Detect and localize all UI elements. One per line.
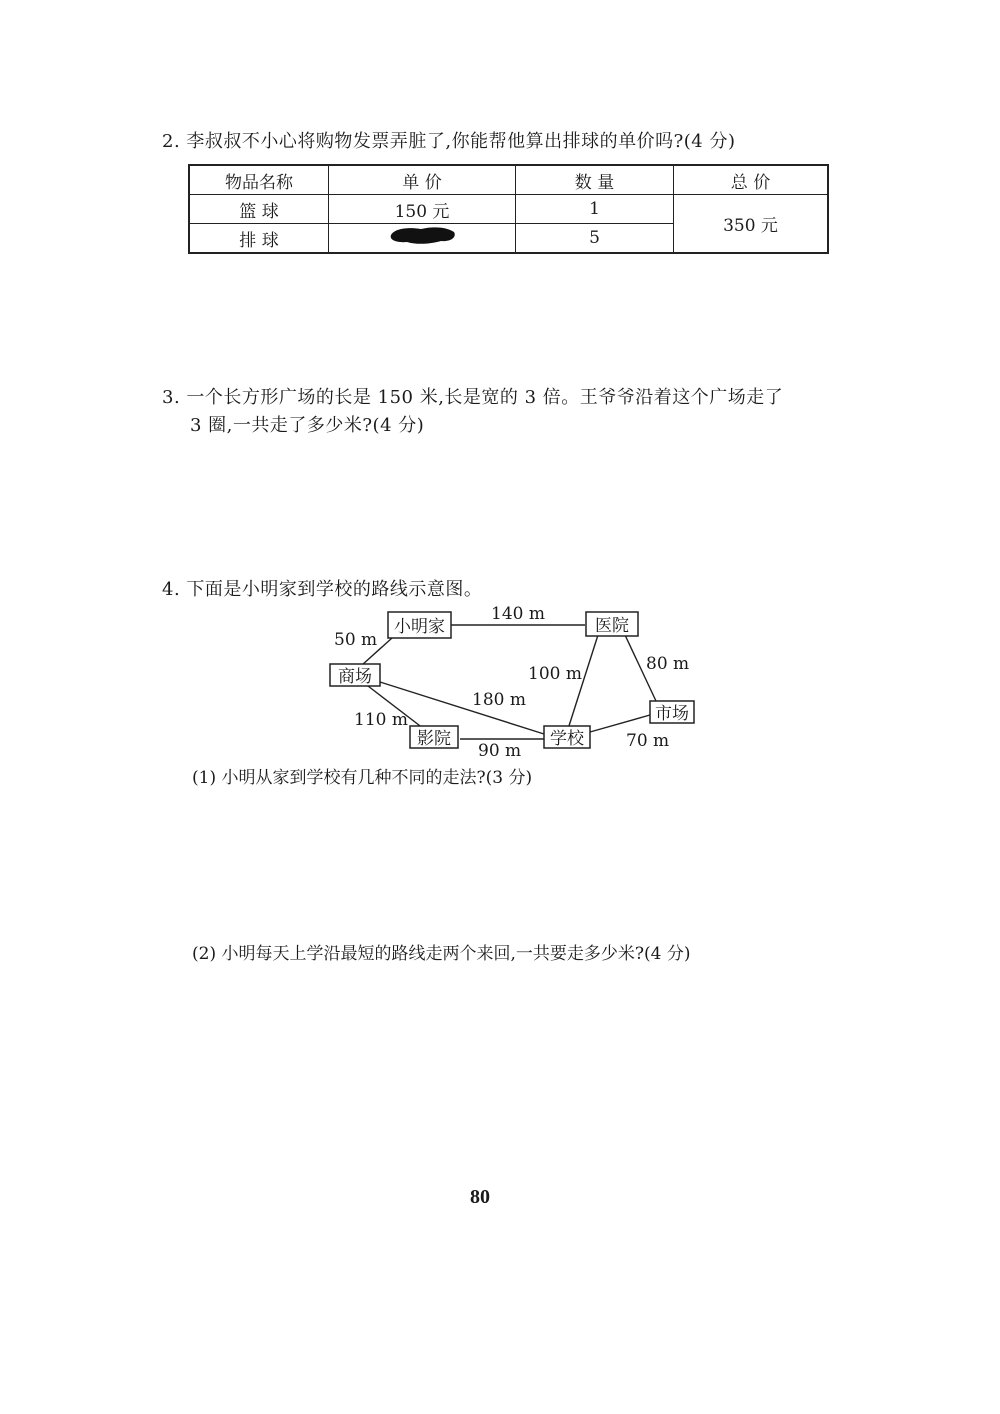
row-qty: 5 — [516, 224, 674, 254]
question-3 — [162, 384, 862, 440]
node-cinema — [410, 726, 458, 749]
distance-hospital-school: 100 m — [528, 664, 582, 684]
node-hospital — [586, 612, 638, 636]
question-2-text: 2. 李叔叔不小心将购物发票弄脏了,你能帮他算出排球的单价吗?(4 分) — [162, 131, 736, 152]
node-home — [388, 612, 451, 638]
invoice-table — [188, 164, 829, 254]
table-row — [189, 195, 828, 224]
question-4-text: 4. 下面是小明家到学校的路线示意图。 — [162, 579, 483, 600]
route-market-school — [590, 715, 650, 732]
node-school-label: 学校 — [550, 729, 584, 749]
header-quantity: 数 量 — [516, 165, 674, 195]
row-price: 150 元 — [329, 195, 516, 224]
question-3-line-2: 3 圈,一共走了多少米?(4 分) — [190, 415, 425, 436]
header-unit-price: 单 价 — [329, 165, 516, 195]
distance-cinema-school: 90 m — [478, 741, 522, 761]
node-school — [544, 726, 590, 749]
question-3-line-1: 3. 一个长方形广场的长是 150 米,长是宽的 3 倍。王爷爷沿着这个广场走了 — [162, 387, 784, 408]
row-qty: 1 — [516, 195, 674, 224]
node-mall-label: 商场 — [338, 667, 372, 687]
page-number: 80 — [470, 1186, 490, 1208]
distance-home-hospital: 140 m — [491, 604, 545, 624]
distance-market-school: 70 m — [626, 731, 670, 751]
header-item-name: 物品名称 — [189, 165, 329, 195]
node-cinema-label: 影院 — [417, 729, 451, 749]
ink-smudge-icon — [387, 225, 457, 247]
node-market — [650, 701, 694, 724]
node-home-label: 小明家 — [394, 617, 445, 637]
distance-hospital-market: 80 m — [646, 654, 690, 674]
total-price-cell: 350 元 — [674, 195, 829, 254]
node-mall — [330, 664, 380, 687]
node-hospital-label: 医院 — [595, 616, 629, 636]
node-market-label: 市场 — [655, 704, 689, 724]
route-map — [320, 598, 710, 764]
question-4-part-2: (2) 小明每天上学沿最短的路线走两个来回,一共要走多少米?(4 分) — [192, 944, 691, 964]
row-item: 排 球 — [189, 224, 329, 254]
distance-mall-school: 180 m — [472, 690, 526, 710]
smudged-price-cell — [329, 224, 516, 254]
question-4-part-1: (1) 小明从家到学校有几种不同的走法?(3 分) — [192, 768, 533, 788]
table-header-row — [189, 165, 828, 195]
distance-home-mall: 50 m — [334, 630, 378, 650]
header-total-price: 总 价 — [674, 165, 829, 195]
distance-mall-cinema: 110 m — [354, 710, 408, 730]
row-item: 篮 球 — [189, 195, 329, 224]
